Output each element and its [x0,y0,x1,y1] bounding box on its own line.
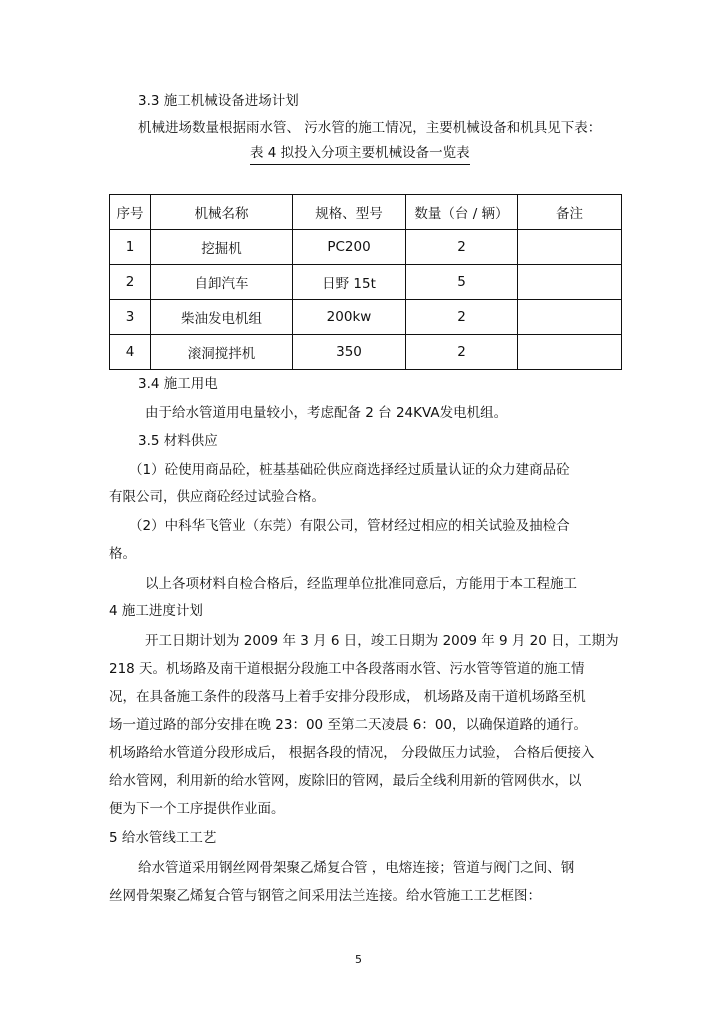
supply-item-2-line-2: 格。 [109,546,136,562]
section-3-4-heading: 3.4 施工用电 [138,376,218,392]
table-caption: 表 4 拟投入分项主要机械设备一览表 [250,144,470,165]
cell-index: 2 [110,265,151,300]
supply-note: 以上各项材料自检合格后，经监理单位批准同意后，方能用于本工程施工 [145,576,577,592]
schedule-line: 场一道过路的部分安排在晚 23：00 至第二天凌晨 6：00，以确保道路的通行。 [109,717,587,733]
cell-remark [518,335,622,370]
table-row [110,335,622,370]
section-3-5-heading: 3.5 材料供应 [138,433,218,449]
equipment-table [109,194,622,370]
table-row [110,230,622,265]
supply-item-1-line-2: 有限公司，供应商砼经过试验合格。 [109,489,325,505]
schedule-line: 况，在具备施工条件的段落马上着手安排分段形成， 机场路及南干道机场路至机 [109,689,586,705]
table-header-row [110,195,622,230]
cell-quantity: 2 [406,300,518,335]
cell-remark [518,300,622,335]
cell-model: PC200 [293,230,406,265]
cell-quantity: 2 [406,335,518,370]
page-number: 5 [355,953,362,966]
cell-index: 1 [110,230,151,265]
cell-model: 200kw [293,300,406,335]
cell-model: 日野 15t [293,265,406,300]
cell-remark [518,230,622,265]
cell-quantity: 2 [406,230,518,265]
table-row [110,265,622,300]
schedule-line: 机场路给水管道分段形成后， 根据各段的情况， 分段做压力试验， 合格后便接入 [109,745,595,761]
section-5-heading: 5 给水管线工工艺 [109,830,217,846]
supply-item-1-line-1: （1）砼使用商品砼，桩基基础砼供应商选择经过质量认证的众力建商品砼 [129,462,570,478]
cell-quantity: 5 [406,265,518,300]
schedule-line: 218 天。机场路及南干道根据分段施工中各段落雨水管、污水管等管道的施工情 [109,661,585,677]
power-text: 由于给水管道用电量较小，考虑配备 2 台 24KVA发电机组。 [145,405,508,421]
table-row [110,300,622,335]
process-line: 丝网骨架聚乙烯复合管与钢管之间采用法兰连接。给水管施工工艺框图： [109,888,541,904]
cell-model: 350 [293,335,406,370]
cell-index: 4 [110,335,151,370]
supply-item-2-line-1: （2）中科华飞管业（东莞）有限公司，管材经过相应的相关试验及抽检合 [129,518,570,534]
cell-machine: 自卸汽车 [151,265,293,300]
cell-remark [518,265,622,300]
schedule-line: 开工日期计划为 2009 年 3 月 6 日，竣工日期为 2009 年 9 月 20 日，工期为 [145,633,619,649]
process-line: 给水管道采用钢丝网骨架聚乙烯复合管 ，电熔连接；管道与阀门之间、钢 [138,860,575,876]
section-4-heading: 4 施工进度计划 [109,603,203,619]
cell-machine: 柴油发电机组 [151,300,293,335]
cell-machine: 挖掘机 [151,230,293,265]
cell-index: 3 [110,300,151,335]
section-3-3-heading: 3.3 施工机械设备进场计划 [138,93,299,109]
cell-machine: 滚洞搅拌机 [151,335,293,370]
header-cell: 机械名称 [151,195,293,230]
header-cell: 规格、型号 [293,195,406,230]
header-cell: 备注 [518,195,622,230]
intro-text: 机械进场数量根据雨水管、 污水管的施工情况，主要机械设备和机具见下表： [138,120,602,136]
schedule-line: 给水管网，利用新的给水管网，废除旧的管网，最后全线利用新的管网供水，以 [109,773,582,789]
schedule-line: 便为下一个工序提供作业面。 [109,801,285,817]
header-cell: 数量（台 / 辆） [406,195,518,230]
header-cell: 序号 [110,195,151,230]
